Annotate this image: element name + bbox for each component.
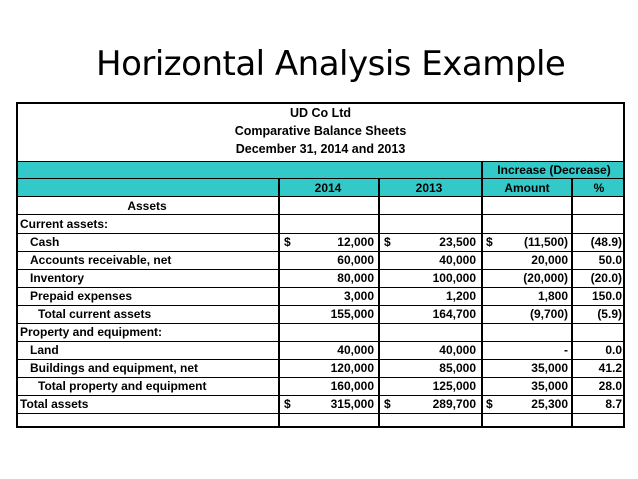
percent-header: % [593, 181, 605, 195]
value-cell: 3,000 [343, 289, 374, 303]
column-divider [278, 178, 280, 428]
value-cell: 164,700 [432, 307, 476, 321]
amount-header: Amount [504, 181, 550, 195]
column-divider [571, 178, 573, 428]
row-label: Prepaid expenses [30, 289, 133, 303]
company-name: UD Co Ltd [289, 106, 352, 120]
percent-cell: (48.9) [590, 235, 622, 249]
percent-cell: (5.9) [597, 307, 622, 321]
value-cell: 80,000 [337, 271, 374, 285]
row-label: Total assets [20, 397, 89, 411]
percent-cell: 50.0 [598, 253, 622, 267]
row-label: Inventory [30, 271, 85, 285]
value-cell: 315,000 [330, 397, 374, 411]
currency-symbol: $ [384, 397, 391, 411]
value-cell: 40,000 [439, 253, 476, 267]
currency-symbol: $ [486, 397, 493, 411]
change-group-header: Increase (Decrease) [497, 163, 611, 177]
row-label: Property and equipment: [20, 325, 163, 339]
row-label: Total current assets [38, 307, 152, 321]
assets-header: Assets [127, 199, 167, 213]
statement-period: December 31, 2014 and 2013 [235, 142, 406, 156]
value-cell: 1,200 [445, 289, 476, 303]
amount-cell: (11,500) [523, 235, 568, 249]
value-cell: 125,000 [432, 379, 476, 393]
value-cell: 40,000 [439, 343, 476, 357]
value-cell: 60,000 [337, 253, 374, 267]
row-label: Accounts receivable, net [30, 253, 172, 267]
percent-cell: 41.2 [598, 361, 622, 375]
year-2013-header: 2013 [415, 181, 443, 195]
column-divider [378, 178, 380, 428]
row-label: Current assets: [20, 217, 109, 231]
value-cell: 120,000 [330, 361, 374, 375]
row-label: Land [30, 343, 59, 357]
amount-cell: (20,000) [523, 271, 568, 285]
percent-cell: (20.0) [590, 271, 622, 285]
percent-cell: 150.0 [591, 289, 622, 303]
amount-cell: 25,300 [531, 397, 568, 411]
slide-title: Horizontal Analysis Example [96, 44, 566, 84]
amount-cell: - [564, 343, 568, 357]
amount-cell: 35,000 [531, 361, 568, 375]
value-cell: 85,000 [439, 361, 476, 375]
amount-cell: (9,700) [529, 307, 568, 321]
row-label: Cash [30, 235, 60, 249]
currency-symbol: $ [284, 397, 291, 411]
year-2014-header: 2014 [314, 181, 342, 195]
value-cell: 289,700 [432, 397, 476, 411]
amount-cell: 35,000 [531, 379, 568, 393]
balance-sheet-table [16, 102, 625, 428]
currency-symbol: $ [486, 235, 493, 249]
amount-cell: 20,000 [531, 253, 568, 267]
value-cell: 23,500 [439, 235, 476, 249]
value-cell: 40,000 [337, 343, 374, 357]
column-divider [481, 178, 483, 428]
percent-cell: 28.0 [598, 379, 622, 393]
percent-cell: 0.0 [605, 343, 622, 357]
currency-symbol: $ [384, 235, 391, 249]
amount-cell: 1,800 [537, 289, 568, 303]
value-cell: 155,000 [330, 307, 374, 321]
value-cell: 160,000 [330, 379, 374, 393]
column-divider [481, 161, 483, 178]
value-cell: 12,000 [337, 235, 374, 249]
row-label: Buildings and equipment, net [30, 361, 198, 375]
currency-symbol: $ [284, 235, 291, 249]
percent-cell: 8.7 [605, 397, 622, 411]
row-label: Total property and equipment [38, 379, 207, 393]
row-divider [18, 413, 623, 414]
statement-name: Comparative Balance Sheets [234, 124, 407, 138]
value-cell: 100,000 [432, 271, 476, 285]
